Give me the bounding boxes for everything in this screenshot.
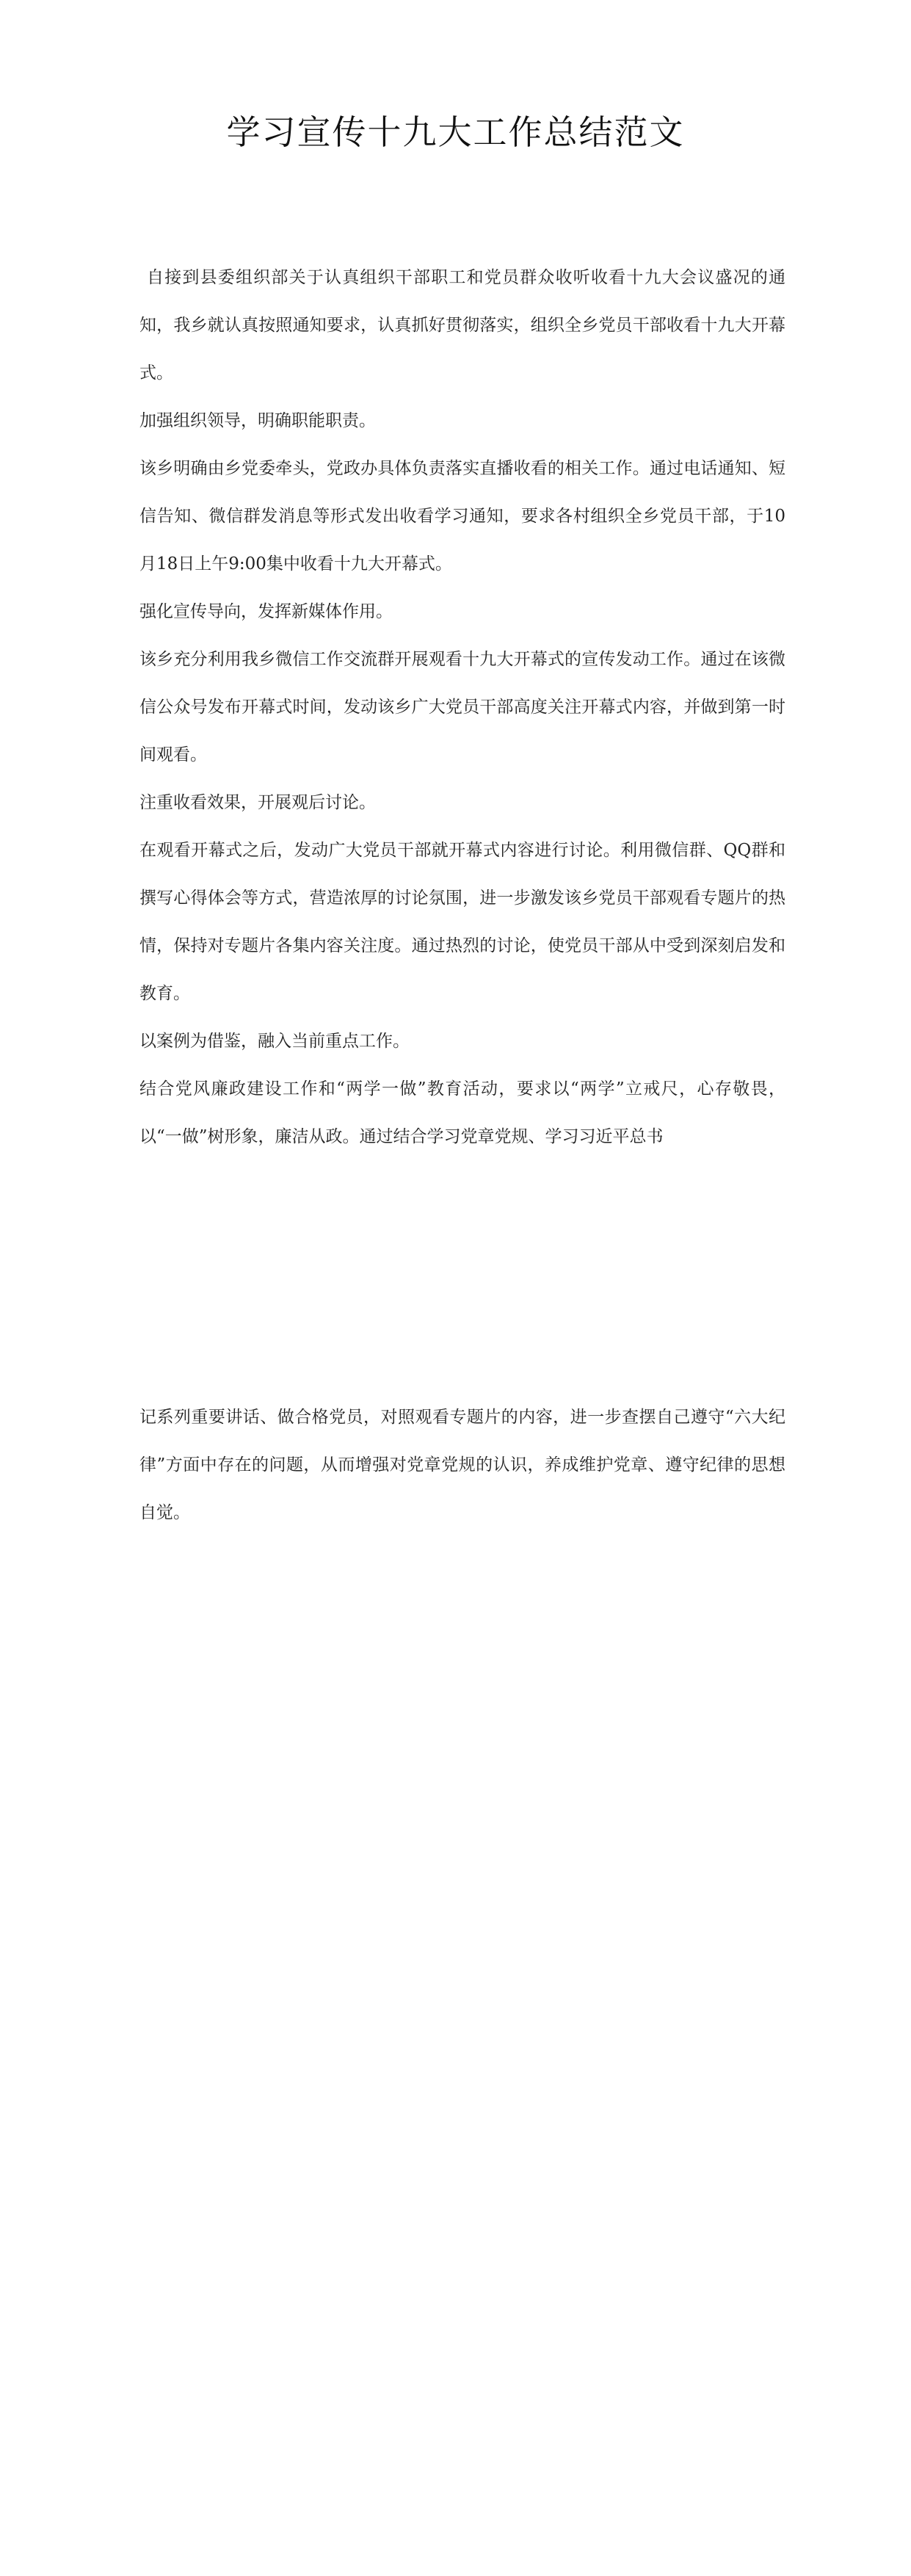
document-title: 学习宣传十九大工作总结范文 bbox=[226, 112, 685, 152]
paragraph-cases: 结合党风廉政建设工作和“两学一做”教育活动，要求以“两学”立戒尺，心存敬畏，以“一做”树形象，廉洁从政。通过结合学习党章党规、学习习近平总书 bbox=[139, 1079, 785, 1146]
paragraph-organization: 该乡明确由乡党委牵头，党政办具体负责落实直播收看的相关工作。通过电话通知、短信告知、微信群发消息等形式发出收看学习通知，要求各村组织全乡党员干部，于10月18日上午9:00集中收看十九大开幕式。 bbox=[139, 459, 785, 574]
heading-publicity: 强化宣传导向，发挥新媒体作用。 bbox=[139, 602, 393, 621]
heading-effect: 注重收看效果，开展观后讨论。 bbox=[139, 793, 376, 812]
heading-cases: 以案例为借鉴，融入当前重点工作。 bbox=[139, 1032, 410, 1051]
heading-organization: 加强组织领导，明确职能职责。 bbox=[139, 411, 376, 430]
document-body bbox=[139, 254, 785, 1161]
paragraph-publicity: 该乡充分利用我乡微信工作交流群开展观看十九大开幕式的宣传发动工作。通过在该微信公众号发布开幕式时间，发动该乡广大党员干部高度关注开幕式内容，并做到第一时间观看。 bbox=[139, 650, 785, 764]
paragraph-cases-continued: 记系列重要讲话、做合格党员，对照观看专题片的内容，进一步查摆自己遵守“六大纪律”方面中存在的问题，从而增强对党章党规的认识，养成维护党章、遵守纪律的思想自觉。 bbox=[139, 1408, 785, 1522]
document-body-continued bbox=[139, 1394, 785, 1537]
paragraph-effect: 在观看开幕式之后，发动广大党员干部就开幕式内容进行讨论。利用微信群、QQ群和撰写心得体会等方式，营造浓厚的讨论氛围，进一步激发该乡党员干部观看专题片的热情，保持对专题片各集内容关注度。通过热烈的讨论，使党员干部从中受到深刻启发和教育。 bbox=[139, 841, 785, 1003]
paragraph-intro: 自接到县委组织部关于认真组织干部职工和党员群众收听收看十九大会议盛况的通知，我乡就认真按照通知要求，认真抓好贯彻落实，组织全乡党员干部收看十九大开幕式。 bbox=[139, 268, 785, 383]
